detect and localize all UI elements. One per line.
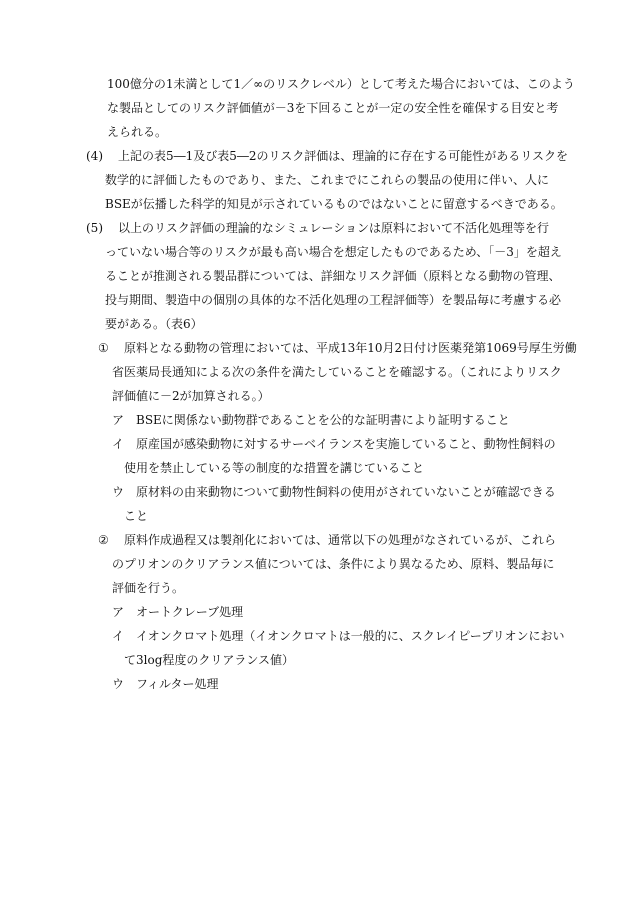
- item-1-marker: ①: [98, 341, 109, 355]
- item-1-line-2: 省医薬局長通知による次の条件を満たしていることを確認する。（これによりリスク: [112, 365, 562, 379]
- item-2-i-marker: イ: [112, 629, 125, 643]
- item-1-i-line-2: 使用を禁止している等の制度的な措置を講じていること: [124, 461, 425, 475]
- item-1-u-marker: ウ: [112, 485, 125, 499]
- continuation-line-3: えられる。: [107, 125, 168, 139]
- item-2-line-1: 原料作成過程又は製剤化においては、通常以下の処理がなされているが、これら: [124, 533, 557, 547]
- item-1-a-line-1: BSEに関係ない動物群であることを公的な証明書により証明すること: [136, 413, 510, 427]
- item-1-u-line-2: こと: [124, 509, 149, 523]
- item-1-a-marker: ア: [112, 413, 125, 427]
- item-1-line-1: 原料となる動物の管理においては、平成13年10月2日付け医薬発第1069号厚生労働: [124, 341, 577, 355]
- item-1-i-marker: イ: [112, 437, 125, 451]
- item-2-a-line-1: オートクレーブ処理: [136, 605, 244, 619]
- item-2-i-line-1: イオンクロマト処理（イオンクロマトは一般的に、スクレイピープリオンにおい: [136, 629, 565, 643]
- item-2-i-line-2: て3log程度のクリアランス値）: [124, 653, 295, 667]
- paragraph-5-line-4: 投与期間、製造中の個別の具体的な不活化処理の工程評価等）を製品毎に考慮する必: [105, 293, 562, 307]
- paragraph-5-line-1: 以上のリスク評価の理論的なシミュレーションは原料において不活化処理等を行: [118, 221, 550, 235]
- paragraph-4-line-2: 数学的に評価したものであり、また、これまでにこれらの製品の使用に伴い、人に: [105, 173, 550, 187]
- paragraph-4-line-1: 上記の表5―1及び表5―2のリスク評価は、理論的に存在する可能性があるリスクを: [118, 149, 569, 163]
- item-2-line-2: のプリオンのクリアランス値については、条件により異なるため、原料、製品毎に: [112, 557, 555, 571]
- item-2-u-line-1: フィルター処理: [136, 677, 219, 691]
- paragraph-5-marker: (5): [86, 221, 103, 235]
- continuation-line-1: 100億分の1未満として1／∞のリスクレベル）として考えた場合においては、このよう: [107, 77, 575, 91]
- item-2-u-marker: ウ: [112, 677, 125, 691]
- item-2-marker: ②: [98, 533, 109, 547]
- paragraph-4-marker: (4): [86, 149, 103, 163]
- item-2-line-3: 評価を行う。: [112, 581, 185, 595]
- paragraph-5-line-2: っていない場合等のリスクが最も高い場合を想定したものであるため、「－3」を超え: [105, 245, 562, 259]
- item-1-i-line-1: 原産国が感染動物に対するサーベイランスを実施していること、動物性飼料の: [136, 437, 556, 451]
- item-1-u-line-1: 原材料の由来動物について動物性飼料の使用がされていないことが確認できる: [136, 485, 556, 499]
- item-2-a-marker: ア: [112, 605, 125, 619]
- continuation-line-2: な製品としてのリスク評価値が－3を下回ることが一定の安全性を確保する目安と考: [107, 101, 559, 115]
- item-1-line-3: 評価値に－2が加算される。）: [112, 389, 270, 403]
- paragraph-4-line-3: BSEが伝播した科学的知見が示されているものではないことに留意するべきである。: [105, 197, 563, 211]
- paragraph-5-line-5: 要がある。（表6）: [105, 317, 203, 331]
- paragraph-5-line-3: ることが推測される製品群については、詳細なリスク評価（原料となる動物の管理、: [105, 269, 561, 283]
